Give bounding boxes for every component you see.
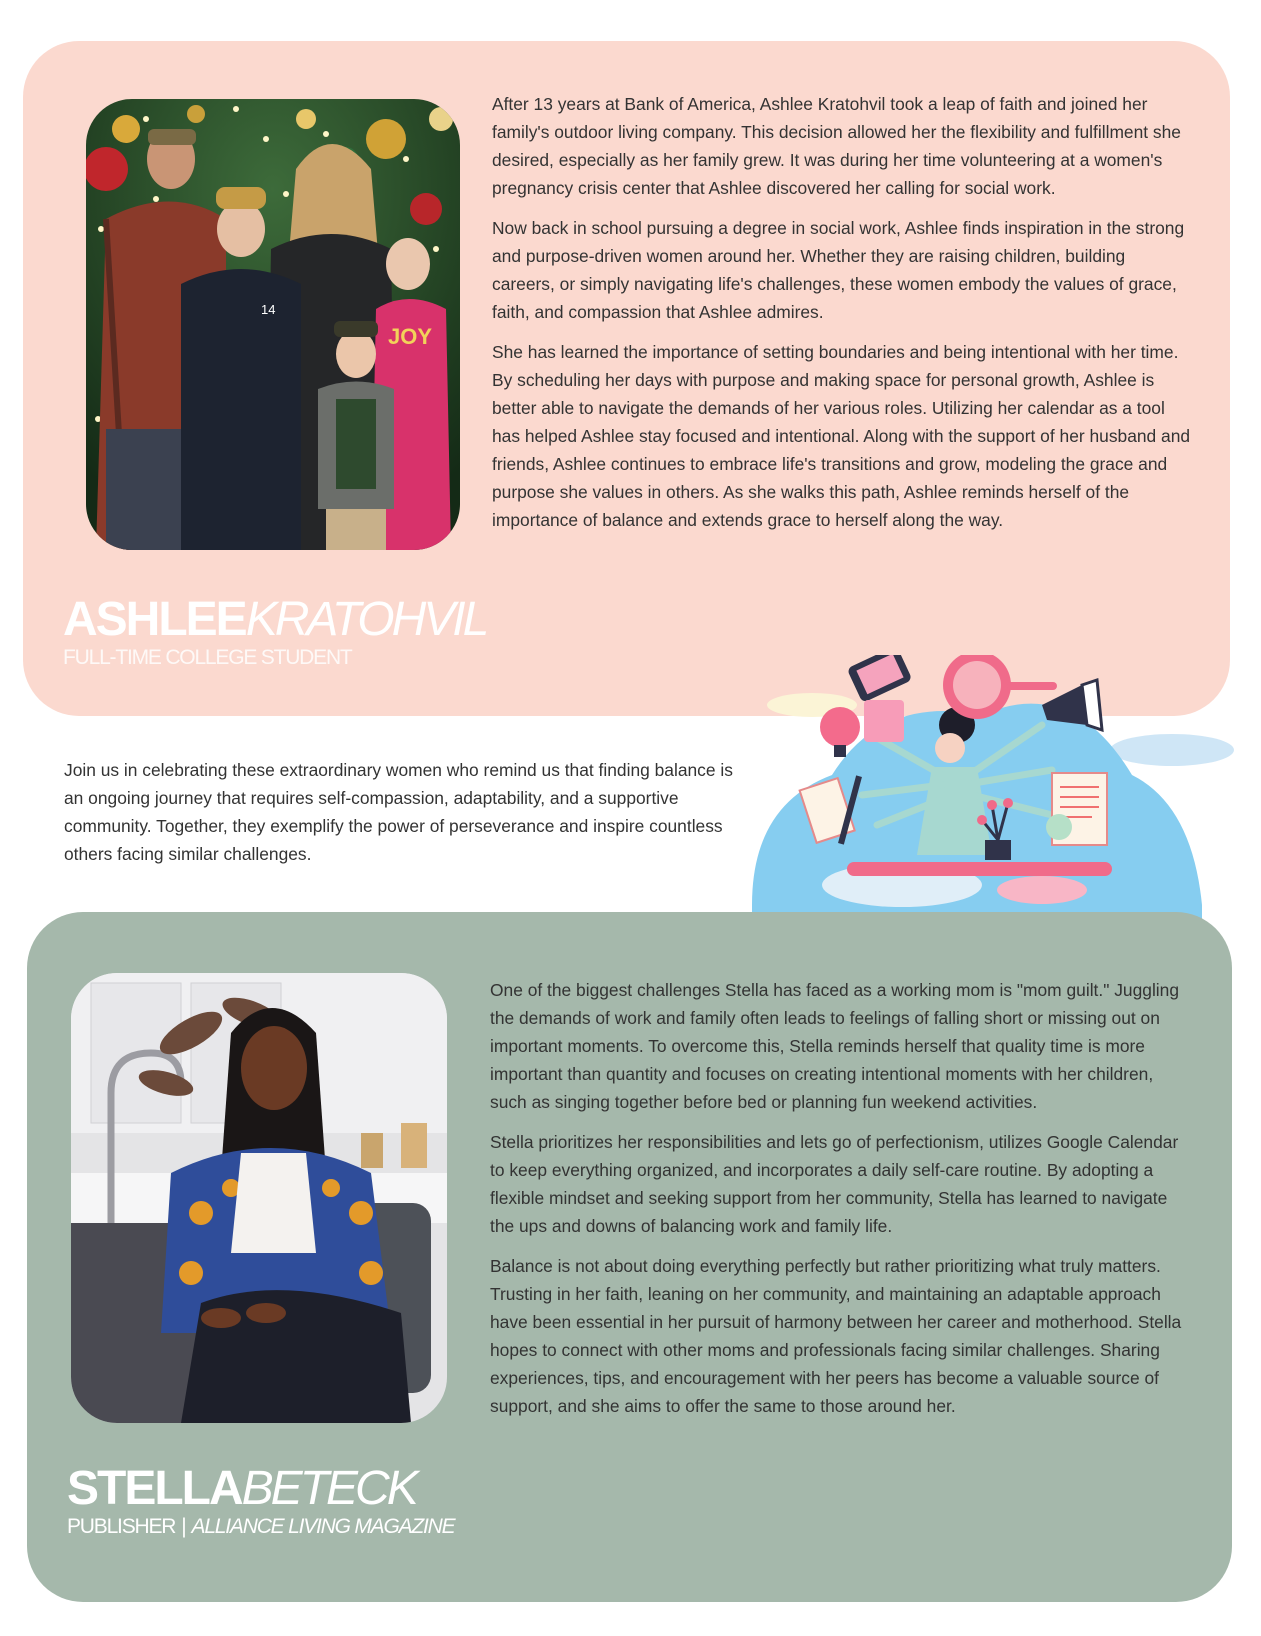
stella-role <box>67 1515 454 1539</box>
stella-first-name: STELLA <box>67 1462 242 1515</box>
ashlee-story <box>492 90 1192 546</box>
stella-paragraph: One of the biggest challenges Stella has faced as a working mom is "mom guilt." Juggling the demands of work and family often leads to feelings of falling short or missing out on important moments. To overcome this, Stella reminds herself that quality time is more important than quantity and focuses on creating intentional moments with her children, such as singing together before bed or planning fun weekend activities. <box>490 980 1180 1112</box>
illustration-graphic <box>752 655 1242 940</box>
stella-portrait-photo <box>71 973 447 1423</box>
stella-role-title: PUBLISHER <box>67 1515 176 1538</box>
stella-paragraph: Stella prioritizes her responsibilities and lets go of perfectionism, utilizes Google Calendar to keep everything organized, and incorporates a daily self-care routine. By adopting a flexible mindset and seeking support from her community, Stella has learned to navigate the ups and downs of balancing work and family life. <box>490 1132 1179 1236</box>
stella-name-heading <box>67 1461 416 1516</box>
ashlee-paragraph: She has learned the importance of setting boundaries and being intentional with her time. By scheduling her days with purpose and making space for personal growth, Ashlee is better able to navigate the demands of her various roles. Utilizing her calendar as a tool has helped Ashlee stay focused and intentional. Along with the support of her husband and friends, Ashlee continues to embrace life's transitions and grow, modeling the grace and purpose she values in others. As she walks this path, Ashlee reminds herself of the importance of balance and extends grace to herself along the way. <box>492 342 1191 530</box>
family-photo-illustration <box>86 99 460 550</box>
ashlee-paragraph: After 13 years at Bank of America, Ashlee Kratohvil took a leap of faith and joined her family's outdoor living company. This decision allowed her the flexibility and fulfillment she desired, especially as her family grew. It was during her time volunteering at a women's pregnancy crisis center that Ashlee discovered her calling for social work. <box>492 94 1181 198</box>
stella-story <box>490 976 1190 1432</box>
stella-photo-illustration <box>71 973 447 1423</box>
ashlee-role: FULL-TIME COLLEGE STUDENT <box>63 646 352 669</box>
shirt-text: JOY <box>388 324 433 349</box>
jersey-number: 14 <box>261 302 276 317</box>
join-paragraph: Join us in celebrating these extraordinary women who remind us that finding balance is an ongoing journey that requires self-compassion, adaptability, and a supportive community. Together, they exemplify the power of perseverance and inspire countless others facing similar challenges. <box>64 760 733 864</box>
ashlee-name-heading <box>63 592 486 647</box>
multitasking-woman-illustration <box>752 655 1242 940</box>
stella-last-name: BETECK <box>241 1462 416 1515</box>
ashlee-last-name: KRATOHVIL <box>245 593 487 646</box>
stella-role-separator: | <box>181 1515 186 1538</box>
ashlee-first-name: ASHLEE <box>63 593 246 646</box>
ashlee-family-photo <box>86 99 460 550</box>
stella-paragraph: Balance is not about doing everything perfectly but rather prioritizing what truly matters. Trusting in her faith, leaning on her community, and maintaining an adaptable approach have been essential in her pursuit of harmony between her career and motherhood. Stella hopes to connect with other moms and professionals facing similar challenges. Sharing experiences, tips, and encouragement with her peers has become a valuable source of support, and she aims to offer the same to those around her. <box>490 1256 1182 1416</box>
ashlee-paragraph: Now back in school pursuing a degree in social work, Ashlee finds inspiration in the strong and purpose-driven women around her. Whether they are raising children, building careers, or simply navigating life's challenges, these women embody the values of grace, faith, and compassion that Ashlee admires. <box>492 218 1185 322</box>
stella-role-org: ALLIANCE LIVING MAGAZINE <box>191 1515 455 1538</box>
